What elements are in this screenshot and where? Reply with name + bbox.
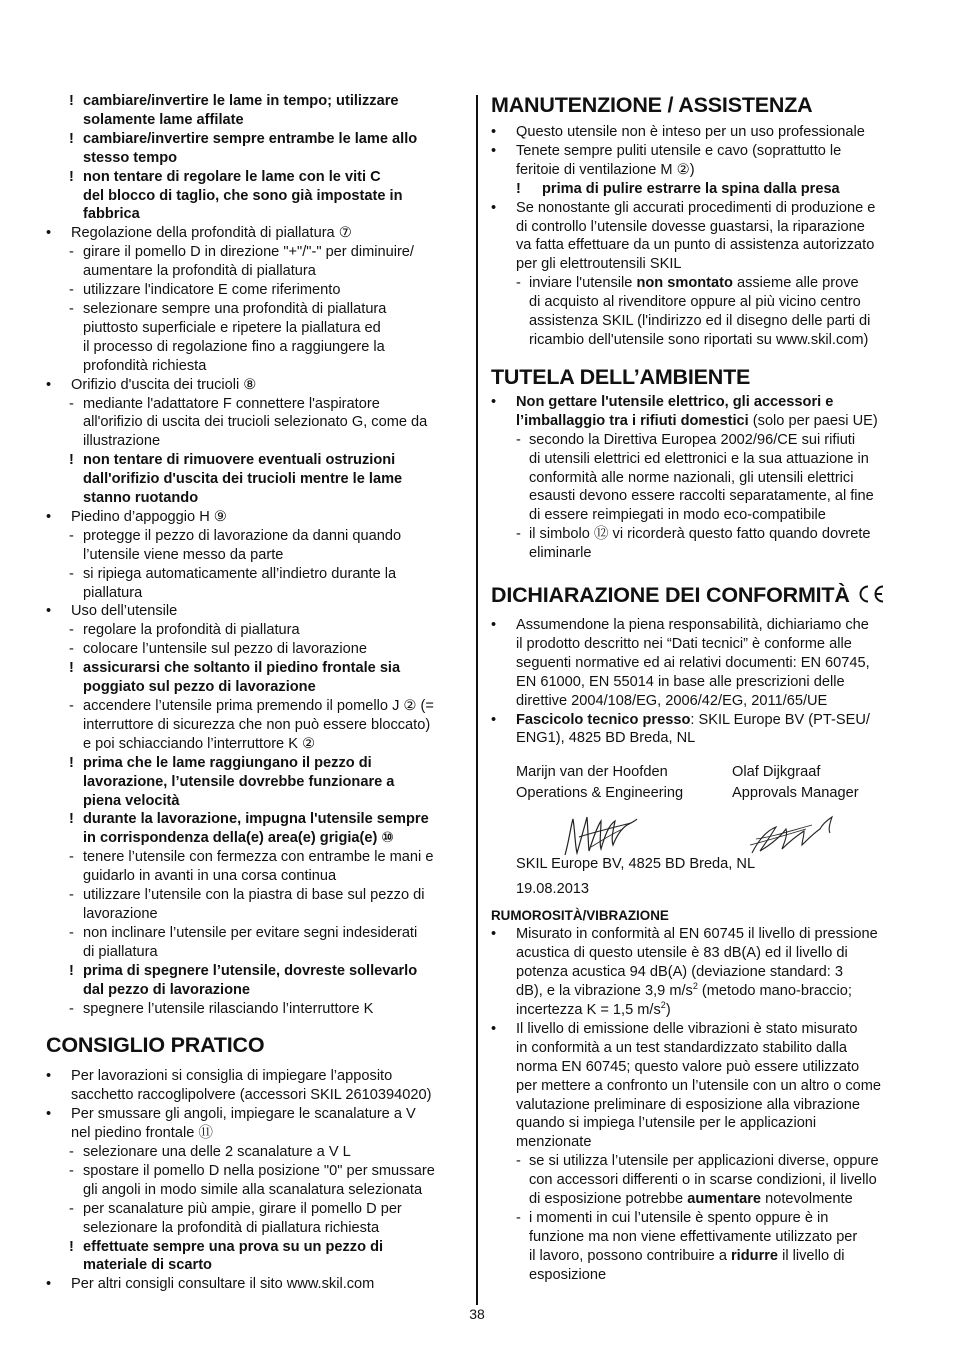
left-column [46, 92, 466, 1294]
text-line: del blocco di taglio, che sono già impostate in [83, 187, 403, 204]
rumorosita-list [491, 925, 913, 1284]
column-divider [476, 95, 478, 1305]
signer-role: Approvals Manager [732, 785, 859, 802]
text-line: - si ripiega automaticamente all’indietro durante la [46, 565, 466, 584]
text-line [491, 506, 913, 525]
text-run: di controllo l’utensile dovesse guastarsi, la riparazione [516, 218, 865, 235]
text-line: profondità richiesta [83, 357, 207, 374]
text-line [491, 123, 913, 142]
text-run: 2 [660, 1000, 666, 1011]
text-line [491, 1133, 913, 1152]
text-run: potenza acustica 94 dB(A) (deviazione standard: 3 [516, 964, 843, 981]
text-line [491, 729, 913, 748]
text-run: menzionate [516, 1134, 592, 1151]
text-line: - non inclinare l’utensile per evitare segni indesiderati [46, 924, 466, 943]
text-line: il processo di regolazione fino a raggiungere la [83, 338, 385, 355]
text-line: fabbrica [83, 206, 140, 223]
text-line [491, 525, 913, 544]
text-line: in corrispondenza della(e) area(e) grigia(e) ⑩ [83, 830, 394, 847]
text-line: - mediante l'adattatore F connettere l'aspiratore [46, 395, 466, 414]
text-line: piena velocità [83, 792, 180, 809]
adjustment-instructions [46, 92, 466, 1018]
text-line: - per scanalature più ampie, girare il pomello D per [46, 1200, 466, 1219]
text-run: ENG1), 4825 BD Breda, NL [516, 730, 696, 747]
text-run: acustica di questo utensile è 83 dB(A) ed il livello di [516, 945, 848, 962]
text-run: ricambio dell'utensile sono riportati su www.skil.com) [529, 331, 869, 348]
dichiarazione-list [491, 616, 913, 748]
text-line: materiale di scarto [83, 1257, 212, 1274]
text-run: se si utilizza l’utensile per applicazioni diverse, oppure [529, 1153, 879, 1170]
signer-1 [516, 763, 683, 803]
text-line: • Piedino d’appoggio H ⑨ [46, 508, 466, 527]
text-line: dall'orifizio d'uscita dei trucioli mentre le lame [83, 471, 403, 488]
text-run: il lavoro, possono contribuire a [529, 1247, 731, 1264]
text-run: Il livello di emissione delle vibrazioni è stato misurato [516, 1020, 858, 1037]
text-run: eliminarle [529, 545, 592, 562]
text-run: aumentare [687, 1191, 762, 1208]
text-line [491, 199, 913, 218]
text-line: selezionare la profondità di piallatura richiesta [83, 1219, 380, 1236]
text-line [491, 1171, 913, 1190]
text-line: • Per altri consigli consultare il sito www.skil.com [46, 1275, 466, 1294]
text-line [491, 673, 913, 692]
text-line: • Uso dell’utensile [46, 602, 466, 621]
text-run: dB), e la vibrazione 3,9 m/s [516, 983, 693, 1000]
text-line [491, 1058, 913, 1077]
text-run: i momenti in cui l’utensile è spento oppure è in [529, 1209, 829, 1226]
text-line [491, 412, 913, 431]
text-run: di essere reimpiegati in modo eco-compatibile [529, 507, 826, 524]
text-line: - spegnere l’utensile rilasciando l’interruttore K [46, 1000, 466, 1019]
text-run: valutazione preliminare di esposizione alla vibrazione [516, 1096, 860, 1113]
text-line [491, 925, 913, 944]
text-line: ! durante la lavorazione, impugna l'utensile sempre [46, 810, 466, 829]
text-line: - selezionare una delle 2 scanalature a V L [46, 1143, 466, 1162]
text-line [491, 711, 913, 730]
text-line [491, 982, 913, 1001]
text-line: • Orifizio d'uscita dei trucioli ⑧ [46, 376, 466, 395]
text-line: aumentare la profondità di piallatura [83, 263, 316, 280]
text-run: prima di pulire estrarre la spina dalla presa [542, 180, 840, 197]
text-run: inviare l'utensile [529, 275, 637, 292]
text-line [491, 1096, 913, 1115]
consiglio-list [46, 1067, 466, 1294]
text-line [491, 1001, 913, 1020]
text-line: l’utensile viene messo da parte [83, 546, 284, 563]
text-line [491, 1228, 913, 1247]
heading-consiglio-pratico: CONSIGLIO PRATICO [46, 1033, 265, 1058]
text-run: Questo utensile non è inteso per un uso professionale [516, 124, 865, 140]
text-line: • Per smussare gli angoli, impiegare le scanalature a V [46, 1105, 466, 1124]
right-column [491, 92, 913, 1285]
text-line: ! non tentare di rimuovere eventuali ostruzioni [46, 451, 466, 470]
text-line: - selezionare sempre una profondità di piallatura [46, 300, 466, 319]
text-line [491, 255, 913, 274]
text-line: sacchetto raccoglipolvere (accessori SKIL 2610394020) [71, 1087, 432, 1104]
text-line [491, 1152, 913, 1171]
text-line: - colocare l’untensile sul pezzo di lavorazione [46, 640, 466, 659]
text-run: per mettere a confronto un l’utensile con un altro o come [516, 1077, 882, 1094]
text-line: piuttosto superficiale e ripetere la piallatura ed [83, 319, 381, 336]
text-run: notevolmente [761, 1191, 853, 1208]
text-run: di acquisto al rivenditore oppure al più vicino centro [529, 294, 861, 311]
text-run: feritoie di ventilazione M ②) [516, 161, 695, 178]
text-line [491, 654, 913, 673]
text-run: Tenete sempre puliti utensile e cavo (soprattutto le [516, 142, 842, 159]
text-line: guidarlo in avanti in una corsa continua [83, 868, 337, 885]
text-line: - regolare la profondità di piallatura [46, 621, 466, 640]
text-line: - utilizzare l'indicatore E come riferimento [46, 281, 466, 300]
text-run: (solo per paesi UE) [748, 412, 878, 429]
text-line [491, 1190, 913, 1209]
text-run: Se nonostante gli accurati procedimenti di produzione e [516, 199, 876, 216]
text-line: ! prima di spegnere l’utensile, dovreste sollevarlo [46, 962, 466, 981]
text-run: ) [665, 1002, 671, 1018]
text-line [491, 293, 913, 312]
text-line: solamente lame affilate [83, 111, 244, 128]
tutela-list [491, 393, 913, 563]
text-line: - protegge il pezzo di lavorazione da danni quando [46, 527, 466, 546]
text-line: ! assicurarsi che soltanto il piedino frontale sia [46, 659, 466, 678]
text-line [491, 544, 913, 563]
text-line [491, 469, 913, 488]
signature-block [491, 763, 913, 898]
text-run: assistenza SKIL (l'indirizzo ed il disegno delle parti di [529, 313, 871, 330]
text-line [491, 1020, 913, 1039]
text-line [491, 1266, 913, 1285]
text-line [491, 1247, 913, 1266]
text-line: ! effettuate sempre una prova su un pezzo di [46, 1238, 466, 1257]
text-run: norma EN 60745; questo valore può essere utilizzato [516, 1058, 860, 1075]
text-run: in conformità a un test standardizzato stabilito dalla [516, 1039, 847, 1056]
text-line: ! non tentare di regolare le lame con le viti C [46, 168, 466, 187]
text-run: il prodotto descritto nei “Dati tecnici” è conforme alle [516, 635, 852, 652]
text-line [491, 274, 913, 293]
text-run: non smontato [636, 275, 733, 292]
text-run: va fatta effettuare da un punto di assistenza autorizzato [516, 237, 875, 254]
text-line: ! cambiare/invertire le lame in tempo; utilizzare [46, 92, 466, 111]
text-run: Fascicolo tecnico presso [516, 711, 691, 728]
text-line: di piallatura [83, 943, 158, 960]
heading-dichiarazione: DICHIARAZIONE DEI CONFORMITÀ [491, 582, 913, 608]
text-run: conformità alle norme nazionali, gli utensili elettrici [529, 469, 854, 486]
text-line: gli angoli in modo simile alla scanalatura selezionata [83, 1181, 423, 1198]
text-run: seguenti normative ed ai relativi documenti: EN 60745, [516, 654, 870, 671]
text-line [491, 487, 913, 506]
text-line: lavorazione, l’utensile dovrebbe funzionare a [83, 773, 395, 790]
signer-2 [732, 763, 859, 803]
heading-tutela-ambiente: TUTELA DELL’AMBIENTE [491, 364, 751, 389]
text-line: lavorazione [83, 905, 158, 922]
text-line: dal pezzo di lavorazione [83, 981, 251, 998]
text-line [491, 236, 913, 255]
text-run: : SKIL Europe BV (PT-SEU/ [690, 711, 870, 728]
text-line: • Regolazione della profondità di piallatura ⑦ [46, 224, 466, 243]
text-line [491, 1209, 913, 1228]
heading-rumorosita: RUMOROSITÀ/VIBRAZIONE [491, 908, 669, 924]
text-line: poggiato sul pezzo di lavorazione [83, 679, 316, 696]
page-number: 38 [469, 1306, 485, 1322]
signer-name: Olaf Dijkgraaf [732, 764, 821, 781]
text-run: funzione ma non viene effettivamente utilizzato per [529, 1228, 858, 1245]
text-line: illustrazione [83, 433, 161, 450]
text-run: Non gettare l'utensile elettrico, gli accessori e [516, 393, 834, 410]
text-line: - spostare il pomello D nella posizione "0" per smussare [46, 1162, 466, 1181]
text-line: stesso tempo [83, 149, 178, 166]
text-line [491, 1114, 913, 1133]
text-line [491, 450, 913, 469]
text-run: 2 [692, 981, 698, 992]
text-run: con accessori differenti o in scarse condizioni, il livello [529, 1172, 877, 1189]
text-line [491, 692, 913, 711]
text-line: - girare il pomello D in direzione "+"/"-" per diminuire/ [46, 243, 466, 262]
text-line: - utilizzare l’utensile con la piastra di base sul pezzo di [46, 886, 466, 905]
text-line: e poi schiacciando l’interruttore K ② [83, 735, 316, 752]
text-run: Assumendone la piena responsabilità, dichiariamo che [516, 617, 869, 634]
text-line [491, 944, 913, 963]
text-line: nel piedino frontale ⑪ [71, 1125, 213, 1142]
text-line: ! prima che le lame raggiungano il pezzo di [46, 754, 466, 773]
text-run: esposizione [529, 1266, 607, 1283]
text-line: stanno ruotando [83, 490, 199, 507]
text-line [491, 180, 913, 199]
text-run: il livello di [778, 1247, 845, 1264]
heading-manutenzione: MANUTENZIONE / ASSISTENZA [491, 93, 813, 117]
text-line: piallatura [83, 584, 143, 601]
text-line [491, 331, 913, 350]
text-line [491, 963, 913, 982]
text-line [491, 312, 913, 331]
text-line [491, 142, 913, 161]
text-run: EN 61000, EN 55014 in base alle prescrizioni delle [516, 673, 845, 690]
text-line [491, 431, 913, 450]
company-address: SKIL Europe BV, 4825 BD Breda, NL [516, 856, 756, 873]
text-line: - tenere l’utensile con fermezza con entrambe le mani e [46, 848, 466, 867]
text-line: - accendere l’utensile prima premendo il pomello J ② (= [46, 697, 466, 716]
text-line: • Per lavorazioni si consiglia di impiegare l’apposito [46, 1067, 466, 1086]
text-line [491, 1077, 913, 1096]
text-line [491, 218, 913, 237]
text-line [491, 161, 913, 180]
ce-mark-icon [856, 584, 886, 604]
text-run: ridurre [731, 1247, 779, 1264]
text-run: secondo la Direttiva Europea 2002/96/CE sui rifiuti [529, 431, 856, 448]
text-run: l’imballaggio tra i rifiuti domestici [516, 412, 749, 429]
text-run: direttive 2004/108/EG, 2006/42/EG, 2011/65/UE [516, 692, 828, 709]
declaration-date: 19.08.2013 [516, 881, 590, 898]
text-run: assieme alle prove [732, 275, 859, 292]
text-line: interruttore di sicurezza che non può essere bloccato) [83, 716, 431, 733]
text-line [491, 1039, 913, 1058]
text-run: (metodo mano-braccio; [697, 983, 852, 1000]
text-run: il simbolo ⑫ vi ricorderà questo fatto quando dovrete [529, 526, 871, 543]
text-run: per gli elettroutensili SKIL [516, 256, 682, 273]
text-line [491, 393, 913, 412]
text-line: all'orifizio di uscita dei trucioli selezionato G, come da [83, 414, 428, 431]
text-run: incertezza K = 1,5 m/s [516, 1002, 661, 1018]
manutenzione-list [491, 123, 913, 350]
signer-role: Operations & Engineering [516, 785, 684, 802]
text-line [491, 616, 913, 635]
text-run: di esposizione potrebbe [529, 1191, 688, 1208]
text-line: ! cambiare/invertire sempre entrambe le lame allo [46, 130, 466, 149]
text-run: di utensili elettrici ed elettronici e la sua attuazione in [529, 450, 869, 467]
signature-1-icon [561, 811, 641, 861]
text-run: quando si impiega l’utensile per le applicazioni [516, 1115, 817, 1132]
text-run: Misurato in conformità al EN 60745 il livello di pressione [516, 926, 878, 943]
signer-name: Marijn van der Hoofden [516, 764, 668, 781]
signature-2-icon [746, 811, 841, 861]
text-run: esausti devono essere raccolti separatamente, al fine [529, 488, 874, 505]
text-line [491, 635, 913, 654]
